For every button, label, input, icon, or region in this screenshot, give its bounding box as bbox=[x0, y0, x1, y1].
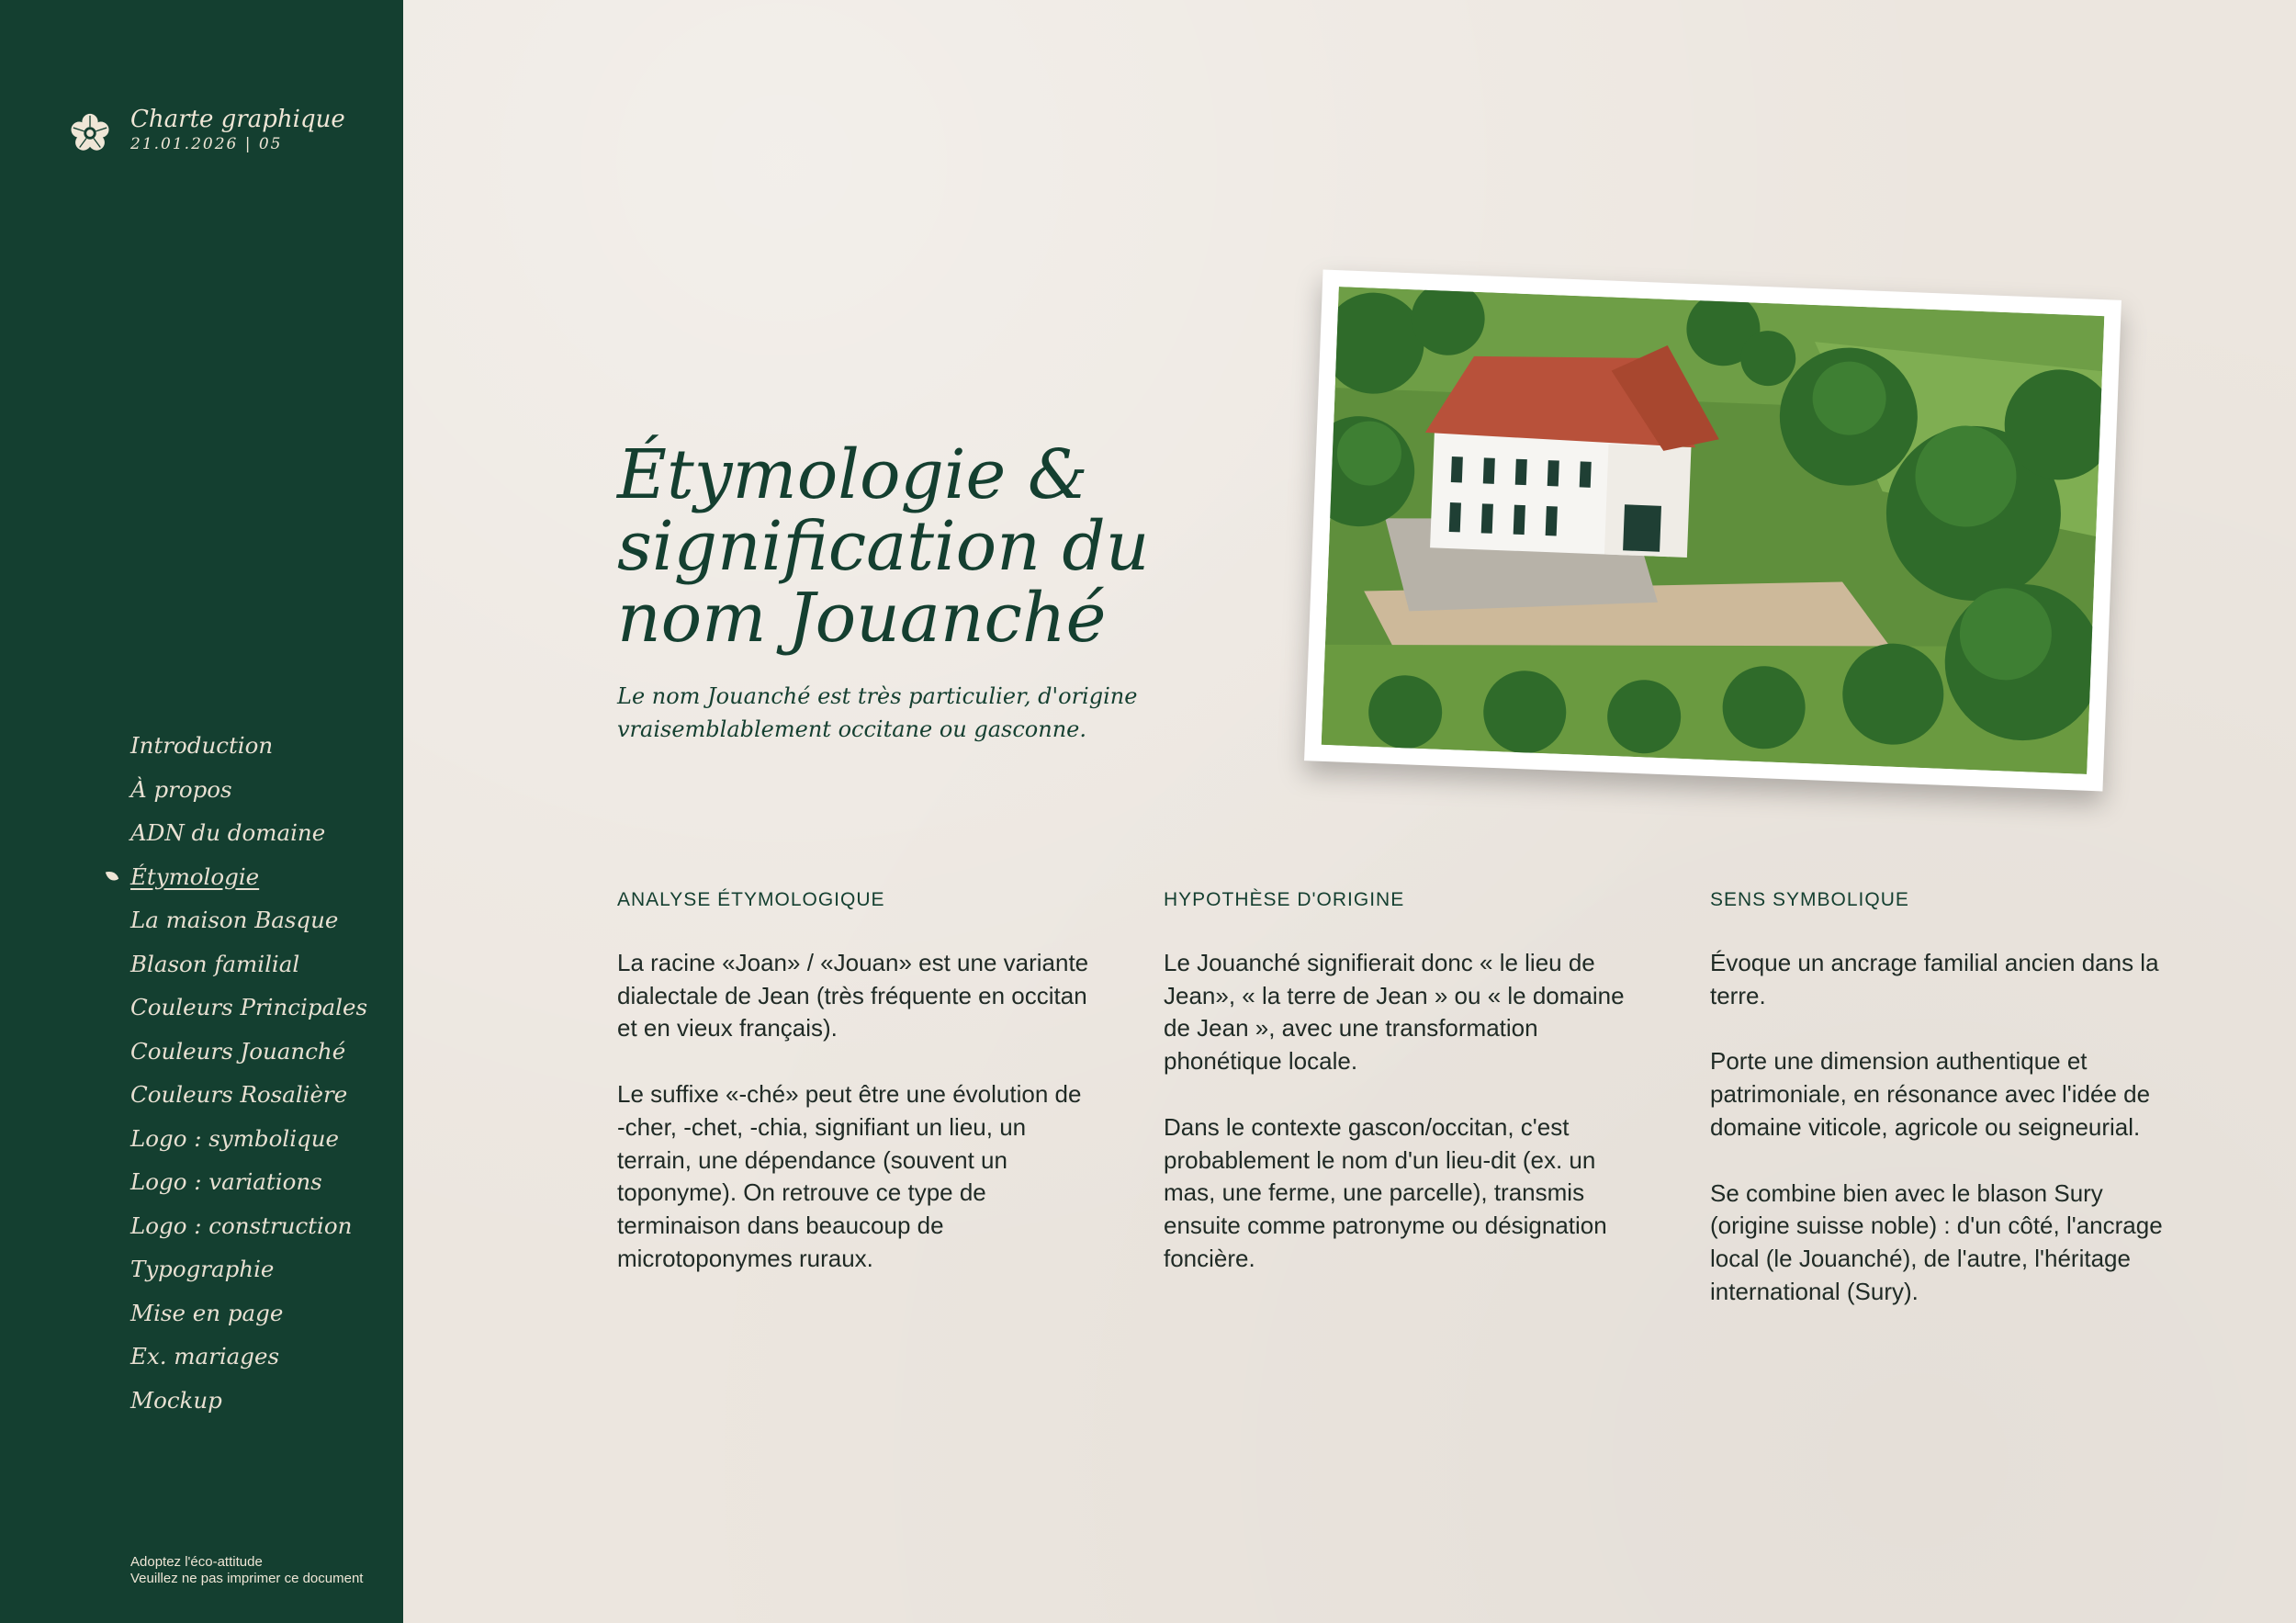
eco-notice-line2: Veuillez ne pas imprimer ce document bbox=[130, 1571, 364, 1586]
sidebar-item-label: Ex. mariages bbox=[130, 1343, 280, 1369]
sidebar-item-a-propos[interactable] bbox=[130, 774, 367, 818]
sidebar-item-label: À propos bbox=[130, 775, 232, 803]
sidebar-item-label: Couleurs Rosalière bbox=[130, 1081, 348, 1108]
column-paragraph: Évoque un ancrage familial ancien dans la terre. bbox=[1710, 949, 2159, 1009]
column-analyse bbox=[617, 887, 1095, 1308]
sidebar-item-la-maison-basque[interactable] bbox=[130, 905, 367, 949]
sidebar bbox=[0, 0, 403, 1623]
eco-notice-line1: Adoptez l'éco-attitude bbox=[130, 1554, 263, 1570]
column-sens bbox=[1710, 887, 2188, 1341]
sidebar-item-label: Typographie bbox=[130, 1256, 275, 1282]
sidebar-item-typographie[interactable] bbox=[130, 1254, 367, 1298]
sidebar-nav bbox=[130, 730, 367, 1428]
sidebar-item-mockup[interactable] bbox=[130, 1385, 367, 1429]
sidebar-item-label: Étymologie bbox=[130, 862, 260, 890]
document-title: Charte graphique bbox=[130, 106, 345, 133]
sidebar-item-label: Logo : variations bbox=[130, 1168, 322, 1195]
sidebar-item-label: Introduction bbox=[130, 732, 274, 759]
column-title: HYPOTHÈSE D'ORIGINE bbox=[1164, 889, 1405, 910]
sidebar-item-couleurs-principales[interactable] bbox=[130, 992, 367, 1036]
sidebar-item-label: Couleurs Jouanché bbox=[130, 1037, 346, 1065]
page-title: Étymologie & signification du nom Jouanché bbox=[617, 435, 1150, 658]
column-paragraph: Le Jouanché signifierait donc « le lieu de Jean», « la terre de Jean » ou « le domaine de Jean », avec une transformation phonétique locale. bbox=[1164, 949, 1625, 1076]
sidebar-item-logo-construction[interactable] bbox=[130, 1211, 367, 1255]
main-content bbox=[403, 0, 2296, 1623]
sidebar-item-blason-familial[interactable] bbox=[130, 949, 367, 993]
document-date-page: 21.01.2026 | 05 bbox=[130, 135, 283, 153]
photo-frame bbox=[1304, 269, 2122, 791]
column-paragraph: Dans le contexte gascon/occitan, c'est probablement le nom d'un lieu-dit (ex. un mas, une ferme, une parcelle), transmis ensuite comme patronyme ou désignation foncière. bbox=[1164, 1112, 1607, 1272]
intro-text: Le nom Jouanché est très particulier, d'origine vraisemblablement occitane ou gasconne. bbox=[617, 683, 1138, 742]
sidebar-item-couleurs-jouanche[interactable] bbox=[130, 1036, 367, 1080]
sidebar-item-logo-symbolique[interactable] bbox=[130, 1123, 367, 1167]
sidebar-item-label: Couleurs Principales bbox=[130, 994, 368, 1020]
rosette-logo-icon bbox=[69, 112, 111, 154]
sidebar-item-couleurs-rosaliere[interactable] bbox=[130, 1079, 367, 1123]
column-paragraph: La racine «Joan» / «Jouan» est une variante dialectale de Jean (très fréquente en occitan et en vieux français). bbox=[617, 949, 1089, 1043]
column-paragraph: Le suffixe «-ché» peut être une évolution de -cher, -chet, -chia, signifiant un lieu, un terrain, une dépendance (souvent un toponyme). On retrouve ce type de terminaison dans beaucoup de microtoponymes ruraux. bbox=[617, 1080, 1082, 1272]
column-title: ANALYSE ÉTYMOLOGIQUE bbox=[617, 889, 885, 910]
sidebar-item-label: Blason familial bbox=[130, 950, 300, 977]
sidebar-item-adn-du-domaine[interactable] bbox=[130, 817, 367, 862]
sidebar-item-logo-variations[interactable] bbox=[130, 1167, 367, 1211]
sidebar-item-label: Logo : symbolique bbox=[130, 1124, 339, 1152]
sidebar-item-ex-mariages[interactable] bbox=[130, 1341, 367, 1385]
sidebar-item-label: ADN du domaine bbox=[130, 819, 326, 846]
leaf-icon bbox=[104, 869, 120, 885]
sidebar-item-label: Mockup bbox=[130, 1386, 222, 1414]
sidebar-item-label: Logo : construction bbox=[130, 1212, 353, 1239]
column-paragraph: Porte une dimension authentique et patrimoniale, en résonance avec l'idée de domaine viticole, agricole ou seigneurial. bbox=[1710, 1047, 2151, 1141]
estate-aerial-photo bbox=[1322, 287, 2105, 774]
column-hypothese bbox=[1164, 887, 1641, 1308]
column-title: SENS SYMBOLIQUE bbox=[1710, 889, 1909, 910]
sidebar-item-label: Mise en page bbox=[130, 1299, 284, 1326]
column-paragraph: Se combine bien avec le blason Sury (origine suisse noble) : d'un côté, l'ancrage local (le Jouanché), de l'autre, l'héritage international (Sury). bbox=[1710, 1178, 2163, 1305]
sidebar-item-introduction[interactable] bbox=[130, 730, 367, 774]
eco-notice bbox=[130, 1554, 363, 1587]
sidebar-item-label: La maison Basque bbox=[130, 907, 339, 933]
sidebar-item-etymologie[interactable] bbox=[130, 862, 367, 906]
sidebar-item-mise-en-page[interactable] bbox=[130, 1298, 367, 1342]
